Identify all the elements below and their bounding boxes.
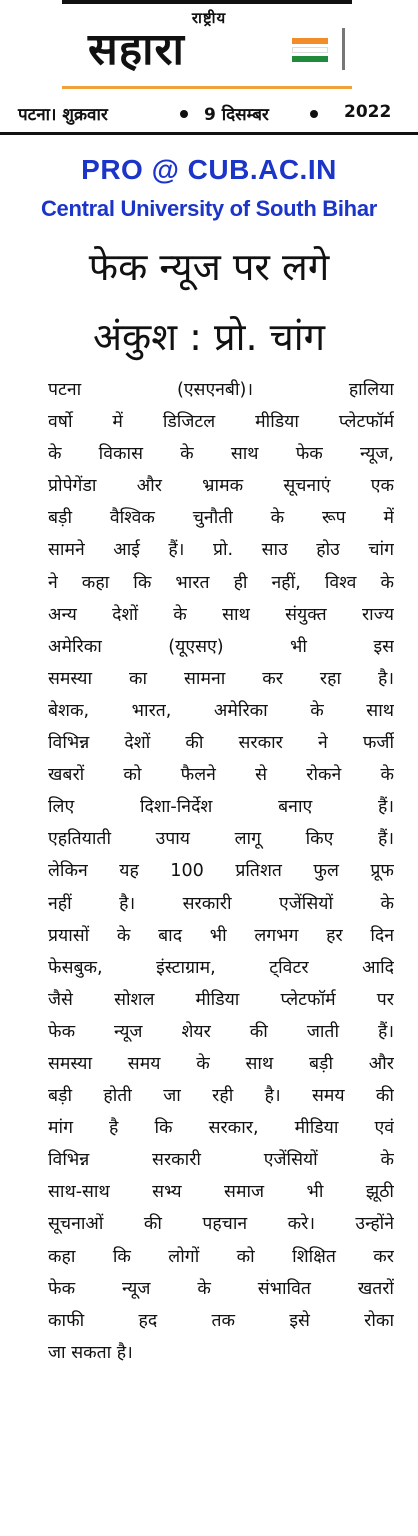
article-text-line: वर्षो में डिजिटल मीडिया प्लेटफॉर्म	[48, 412, 394, 433]
masthead-kicker: राष्ट्रीय	[191, 9, 227, 27]
university-name-stamp: Central University of South Bihar	[40, 196, 378, 221]
article-text-line: प्रोपेगेंडा और भ्रामक सूचनाएं एक	[48, 476, 394, 497]
article-body	[48, 374, 394, 1369]
article-text-line: अमेरिका (यूएसए) भी इस	[48, 636, 394, 657]
article-text-line: विभिन्न देशों की सरकार ने फर्जी	[48, 733, 394, 754]
bullet-icon	[310, 110, 318, 118]
article-text-line: सामने आई हैं। प्रो. साउ होउ चांग	[48, 540, 394, 561]
tricolor-flag-icon	[292, 38, 328, 65]
pro-email-stamp: PRO @ CUB.AC.IN	[81, 154, 337, 185]
article-text-line: मांग है कि सरकार, मीडिया एवं	[48, 1118, 394, 1139]
article-text-line: समस्या का सामना कर रहा है।	[48, 668, 394, 689]
newspaper-masthead	[0, 0, 418, 100]
article-text-line: लिए दिशा-निर्देश बनाए हैं।	[48, 797, 394, 818]
article-text-line: बड़ी होती जा रही है। समय की	[48, 1086, 394, 1107]
article-text-line: फेक न्यूज शेयर की जाती हैं।	[48, 1021, 394, 1042]
article-text-line: अन्य देशों के साथ संयुक्त राज्य	[48, 604, 394, 625]
article-text-line: समस्या समय के साथ बड़ी और	[48, 1053, 394, 1074]
article-headline-line-1: फेक न्यूज पर लगे	[88, 245, 330, 289]
masthead-name: सहारा	[88, 24, 185, 75]
article-text-line: ने कहा कि भारत ही नहीं, विश्व के	[48, 572, 394, 593]
dateline-year: 2022	[344, 102, 392, 122]
article-text-line: खबरों को फैलने से रोकने के	[48, 765, 394, 786]
article-text-line: के विकास के साथ फेक न्यूज,	[48, 444, 394, 465]
article-text-line: जा सकता है।	[48, 1342, 133, 1363]
article-text-line: लेकिन यह 100 प्रतिशत फुल प्रूफ	[48, 861, 394, 882]
article-text-line: पटना (एसएनबी)। हालिया	[48, 380, 394, 400]
dateline	[18, 98, 402, 128]
masthead-top-rule	[62, 0, 352, 4]
article-text-line: काफी हद तक इसे रोका	[48, 1310, 394, 1331]
masthead-orange-rule	[62, 86, 352, 89]
article-text-line: साथ-साथ सभ्य समाज भी झूठी	[48, 1182, 394, 1203]
masthead-logo	[0, 24, 418, 76]
article-text-line: एहतियाती उपाय लागू किए हैं।	[48, 829, 394, 850]
masthead-vertical-bar	[342, 28, 345, 70]
article-text-line: फेसबुक, इंस्टाग्राम, ट्विटर आदि	[48, 957, 394, 978]
article-text-line: कहा कि लोगों को शिक्षित कर	[48, 1246, 394, 1267]
article-text-line: प्रयासों के बाद भी लगभग हर दिन	[48, 925, 394, 946]
article-text-line: नहीं है। सरकारी एजेंसियों के	[48, 893, 394, 914]
article-text-line: बड़ी वैश्विक चुनौती के रूप में	[48, 508, 394, 529]
article-text-line: बेशक, भारत, अमेरिका के साथ	[48, 700, 394, 721]
dateline-city-day: पटना। शुक्रवार	[18, 105, 108, 125]
article-text-line: फेक न्यूज के संभावित खतरों	[48, 1278, 394, 1299]
article-text-line: सूचनाओं की पहचान करे। उन्होंने	[48, 1214, 394, 1235]
article-text-line: विभिन्न सरकारी एजेंसियों के	[48, 1150, 394, 1171]
article-headline-line-2: अंकुश : प्रो. चांग	[92, 315, 325, 359]
article-text-line: जैसे सोशल मीडिया प्लेटफॉर्म पर	[48, 989, 394, 1010]
dateline-date: 9 दिसम्बर	[204, 105, 269, 125]
dateline-divider	[0, 132, 418, 135]
bullet-icon	[180, 110, 188, 118]
